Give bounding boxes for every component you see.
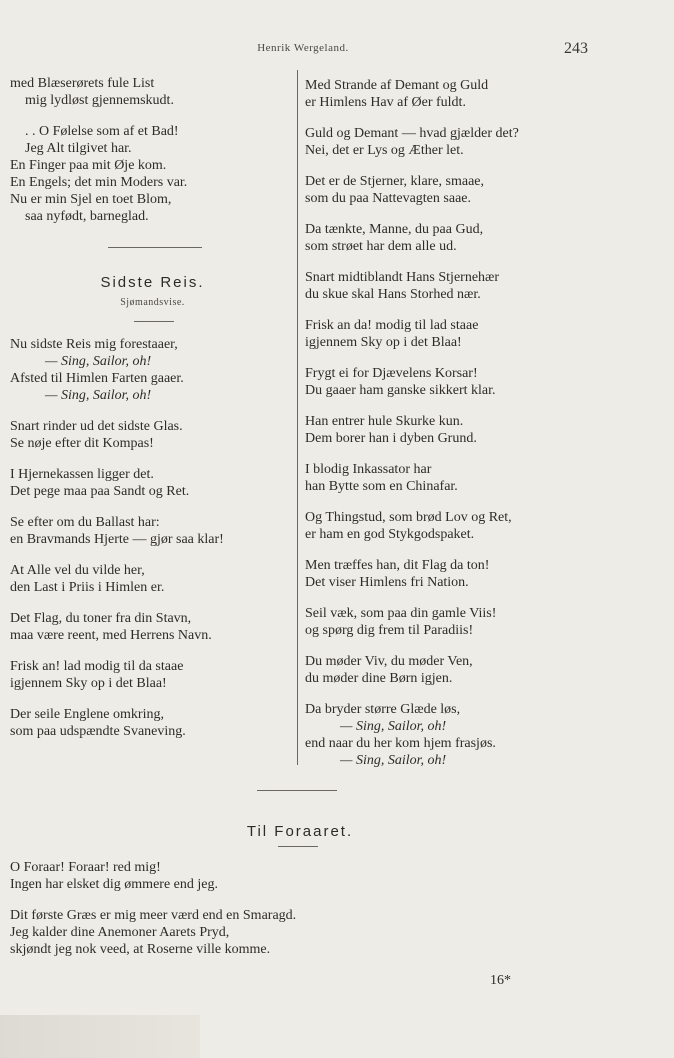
refrain-line: — Sing, Sailor, oh! [45, 354, 152, 369]
right-column [305, 77, 625, 783]
poem-title: Sidste Reis. [100, 274, 205, 291]
verse-line: Snart midtiblandt Hans Stjernehær [305, 270, 500, 285]
stanza [305, 269, 625, 303]
verse-line: Frisk an da! modig til lad staae [305, 318, 479, 333]
stanza [10, 658, 295, 692]
verse-line: Nu er min Sjel en toet Blom, [10, 192, 172, 207]
stanza [305, 173, 625, 207]
verse-line: I Hjernekassen ligger det. [10, 467, 154, 482]
poem-title: Til Foraaret. [246, 823, 354, 840]
verse-line: er Himlens Hav af Øer fuldt. [305, 95, 466, 110]
next-poem [10, 790, 650, 972]
verse-line: Dit første Græs er mig meer værd end en Smaragd. [10, 908, 297, 923]
stanza [10, 418, 295, 452]
title-rule [134, 321, 174, 322]
scan-shadow [0, 1015, 200, 1058]
verse-line: saa nyfødt, barneglad. [25, 209, 149, 224]
verse-line: Dem borer han i dyben Grund. [305, 431, 477, 446]
stanza [10, 706, 295, 740]
stanza [305, 509, 625, 543]
verse-line: Der seile Englene omkring, [10, 707, 164, 722]
stanza [10, 123, 295, 225]
verse-line: At Alle vel du vilde her, [10, 563, 145, 578]
verse-line: igjennem Sky op i det Blaa! [305, 335, 462, 350]
verse-line: Snart rinder ud det sidste Glas. [10, 419, 183, 434]
verse-line: Da bryder større Glæde løs, [305, 702, 461, 717]
verse-line: Han entrer hule Skurke kun. [305, 414, 464, 429]
refrain-line: — Sing, Sailor, oh! [45, 388, 152, 403]
verse-line: Da tænkte, Manne, du paa Gud, [305, 222, 484, 237]
verse-line: du skue skal Hans Storhed nær. [305, 287, 481, 302]
verse-line: som du paa Nattevagten saae. [305, 191, 471, 206]
section-rule [257, 790, 337, 791]
refrain-line: — Sing, Sailor, oh! [340, 719, 447, 734]
stanza [305, 461, 625, 495]
stanza [305, 413, 625, 447]
verse-line: Det viser Himlens fri Nation. [305, 575, 469, 590]
verse-line: O Foraar! Foraar! red mig! [10, 860, 161, 875]
verse-line: som strøet har dem alle ud. [305, 239, 457, 254]
verse-line: med Blæserørets fule List [10, 76, 155, 91]
verse-line: Det pege maa paa Sandt og Ret. [10, 484, 190, 499]
verse-line: Nei, det er Lys og Æther let. [305, 143, 464, 158]
stanza [10, 466, 295, 500]
stanza [10, 859, 650, 893]
verse-line: En Engels; det min Moders var. [10, 175, 188, 190]
running-head: Henrik Wergeland. [257, 42, 349, 54]
verse-line: maa være reent, med Herrens Navn. [10, 628, 212, 643]
verse-line: Det er de Stjerner, klare, smaae, [305, 174, 485, 189]
verse-line: han Bytte som en Chinafar. [305, 479, 458, 494]
stanza [10, 514, 295, 548]
verse-line: skjøndt jeg nok veed, at Roserne ville komme. [10, 942, 271, 957]
stanza [10, 610, 295, 644]
verse-line: Afsted til Himlen Farten gaaer. [10, 371, 184, 386]
verse-line: Ingen har elsket dig ømmere end jeg. [10, 877, 218, 892]
verse-line: igjennem Sky op i det Blaa! [10, 676, 167, 691]
verse-line: Med Strande af Demant og Guld [305, 78, 489, 93]
verse-line: . . O Følelse som af et Bad! [25, 124, 179, 139]
section-rule [108, 247, 202, 248]
verse-line: du møder dine Børn igjen. [305, 671, 453, 686]
signature-mark: 16* [490, 973, 511, 988]
verse-line: Jeg kalder dine Anemoner Aarets Pryd, [10, 925, 230, 940]
page-number: 243 [564, 40, 588, 57]
stanza [10, 562, 295, 596]
verse-line: som paa udspændte Svaneving. [10, 724, 186, 739]
verse-line: den Last i Priis i Himlen er. [10, 580, 165, 595]
stanza [305, 317, 625, 351]
verse-line: Du gaaer ham ganske sikkert klar. [305, 383, 496, 398]
verse-line: Se nøje efter dit Kompas! [10, 436, 154, 451]
stanza [305, 605, 625, 639]
final-stanza [305, 701, 625, 769]
verse-line: er ham en god Stykgodspaket. [305, 527, 475, 542]
verse-line: end naar du her kom hjem frasjøs. [305, 736, 496, 751]
verse-line: Jeg Alt tilgivet har. [25, 141, 132, 156]
verse-line: Nu sidste Reis mig forestaaer, [10, 337, 178, 352]
verse-line: En Finger paa mit Øje kom. [10, 158, 167, 173]
verse-line: Guld og Demant — hvad gjælder det? [305, 126, 519, 141]
verse-line: Det Flag, du toner fra din Stavn, [10, 611, 192, 626]
stanza [305, 221, 625, 255]
verse-line: Frygt ei for Djævelens Korsar! [305, 366, 478, 381]
stanza [305, 557, 625, 591]
stanza [305, 365, 625, 399]
verse-line: I blodig Inkassator har [305, 462, 432, 477]
stanza [10, 75, 295, 109]
stanza [305, 77, 625, 111]
verse-line: Frisk an! lad modig til da staae [10, 659, 184, 674]
refrain-line: — Sing, Sailor, oh! [340, 753, 447, 768]
column-divider [297, 70, 298, 765]
refrain-stanza [10, 336, 295, 404]
left-column [10, 75, 295, 754]
title-rule [278, 846, 318, 847]
poem-subtitle: Sjømandsvise. [120, 297, 185, 308]
stanza [10, 907, 650, 958]
verse-line: Seil væk, som paa din gamle Viis! [305, 606, 497, 621]
verse-line: Og Thingstud, som brød Lov og Ret, [305, 510, 512, 525]
stanza [305, 653, 625, 687]
verse-line: og spørg dig frem til Paradiis! [305, 623, 474, 638]
stanza [305, 125, 625, 159]
verse-line: Men træffes han, dit Flag da ton! [305, 558, 490, 573]
verse-line: en Bravmands Hjerte — gjør saa klar! [10, 532, 224, 547]
verse-line: Se efter om du Ballast har: [10, 515, 160, 530]
verse-line: Du møder Viv, du møder Ven, [305, 654, 473, 669]
verse-line: mig lydløst gjennemskudt. [25, 93, 174, 108]
